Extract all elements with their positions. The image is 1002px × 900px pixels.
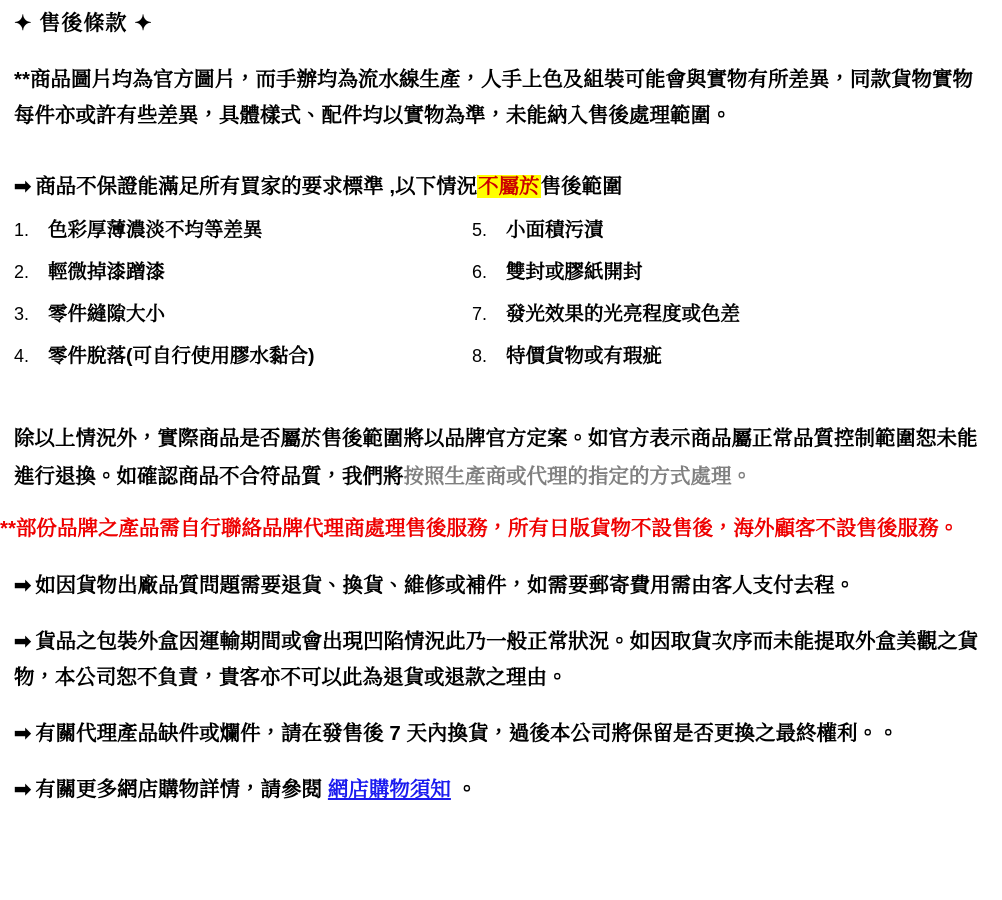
bullet-paragraph-2 [14, 624, 986, 696]
list-item [472, 344, 912, 368]
not-covered-highlight: 不屬於 [478, 175, 540, 198]
bullet-text-before: 有關更多網店購物詳情，請參閱 [35, 778, 328, 801]
list-item-number: 2. [14, 262, 30, 282]
not-covered-heading [14, 170, 986, 204]
list-item-label: 特價貨物或有瑕疵 [506, 345, 663, 367]
after-sales-terms-document [0, 8, 1002, 900]
list-item-number: 1. [14, 220, 30, 240]
list-item [14, 218, 454, 242]
list-item [472, 218, 912, 242]
list-item-label: 小面積污漬 [506, 219, 604, 241]
bullet-paragraph-4 [14, 772, 986, 808]
bullet-text: 如因貨物出廠品質問題需要退貨、換貨、維修或補件，如需要郵寄費用需由客人支付去程。 [35, 574, 856, 597]
list-item-label: 輕微掉漆蹭漆 [48, 261, 166, 283]
shopping-guide-link[interactable]: 網店購物須知 [327, 778, 451, 801]
policy-text-grey: 按照生產商或代理的指定的方式處理。 [403, 465, 752, 488]
list-item-label: 零件縫隙大小 [48, 303, 166, 325]
list-item [14, 344, 454, 368]
arrow-icon: ➡ [14, 778, 32, 801]
list-item-label: 發光效果的光亮程度或色差 [506, 303, 741, 325]
page-title: ✦ 售後條款 ✦ [14, 12, 153, 35]
list-item-label: 色彩厚薄濃淡不均等差異 [48, 219, 263, 241]
red-notice-paragraph: **部份品牌之產品需自行聯絡品牌代理商處理售後服務，所有日版貨物不設售後，海外顧客不設售後服務。 [0, 517, 959, 540]
list-item-label: 雙封或膠紙開封 [506, 261, 643, 283]
not-covered-text-before: 商品不保證能滿足所有買家的要求標準 ,以下情況 [35, 175, 478, 198]
bullet-text: 有關代理產品缺件或爛件，請在發售後 7 天內換貨，過後本公司將保留是否更換之最終權利。。 [35, 722, 899, 745]
arrow-icon: ➡ [14, 574, 32, 597]
arrow-icon: ➡ [14, 722, 32, 745]
list-item-number: 3. [14, 304, 30, 324]
arrow-icon: ➡ [14, 175, 32, 198]
policy-text: 除以上情況外，實際商品是否屬於售後範圍將以品牌官方定案。如官方表示商品屬正常品質控制範圍恕未能進行退換。如確認商品不合符品質，我們將 [14, 427, 978, 488]
list-item [14, 260, 454, 284]
policy-paragraph [14, 420, 986, 496]
exclusions-column-right [472, 218, 912, 386]
arrow-icon: ➡ [14, 630, 32, 653]
list-item-number: 7. [472, 304, 488, 324]
list-item-number: 4. [14, 346, 30, 366]
not-covered-text-after: 售後範圍 [540, 175, 623, 198]
list-item-number: 8. [472, 346, 488, 366]
list-item-number: 5. [472, 220, 488, 240]
list-item-number: 6. [472, 262, 488, 282]
list-item [472, 260, 912, 284]
bullet-paragraph-1 [14, 568, 986, 604]
intro-paragraph: **商品圖片均為官方圖片，而手辦均為流水線生產，人手上色及組裝可能會與實物有所差異，同款貨物實物每件亦或許有些差異，具體樣式、配件均以實物為準，未能納入售後處理範圍。 [14, 68, 973, 127]
bullet-paragraph-3 [14, 716, 986, 752]
exclusions-lists [14, 218, 954, 386]
list-item [14, 302, 454, 326]
list-item [472, 302, 912, 326]
bullet-text: 貨品之包裝外盒因運輸期間或會出現凹陷情況此乃一般正常狀況。如因取貨次序而未能提取外盒美觀之貨物，本公司恕不負責，貴客亦不可以此為退貨或退款之理由。 [14, 630, 979, 689]
bullet-text-after: 。 [450, 778, 478, 801]
exclusions-column-left [14, 218, 454, 386]
list-item-label: 零件脫落(可自行使用膠水黏合) [48, 345, 315, 367]
